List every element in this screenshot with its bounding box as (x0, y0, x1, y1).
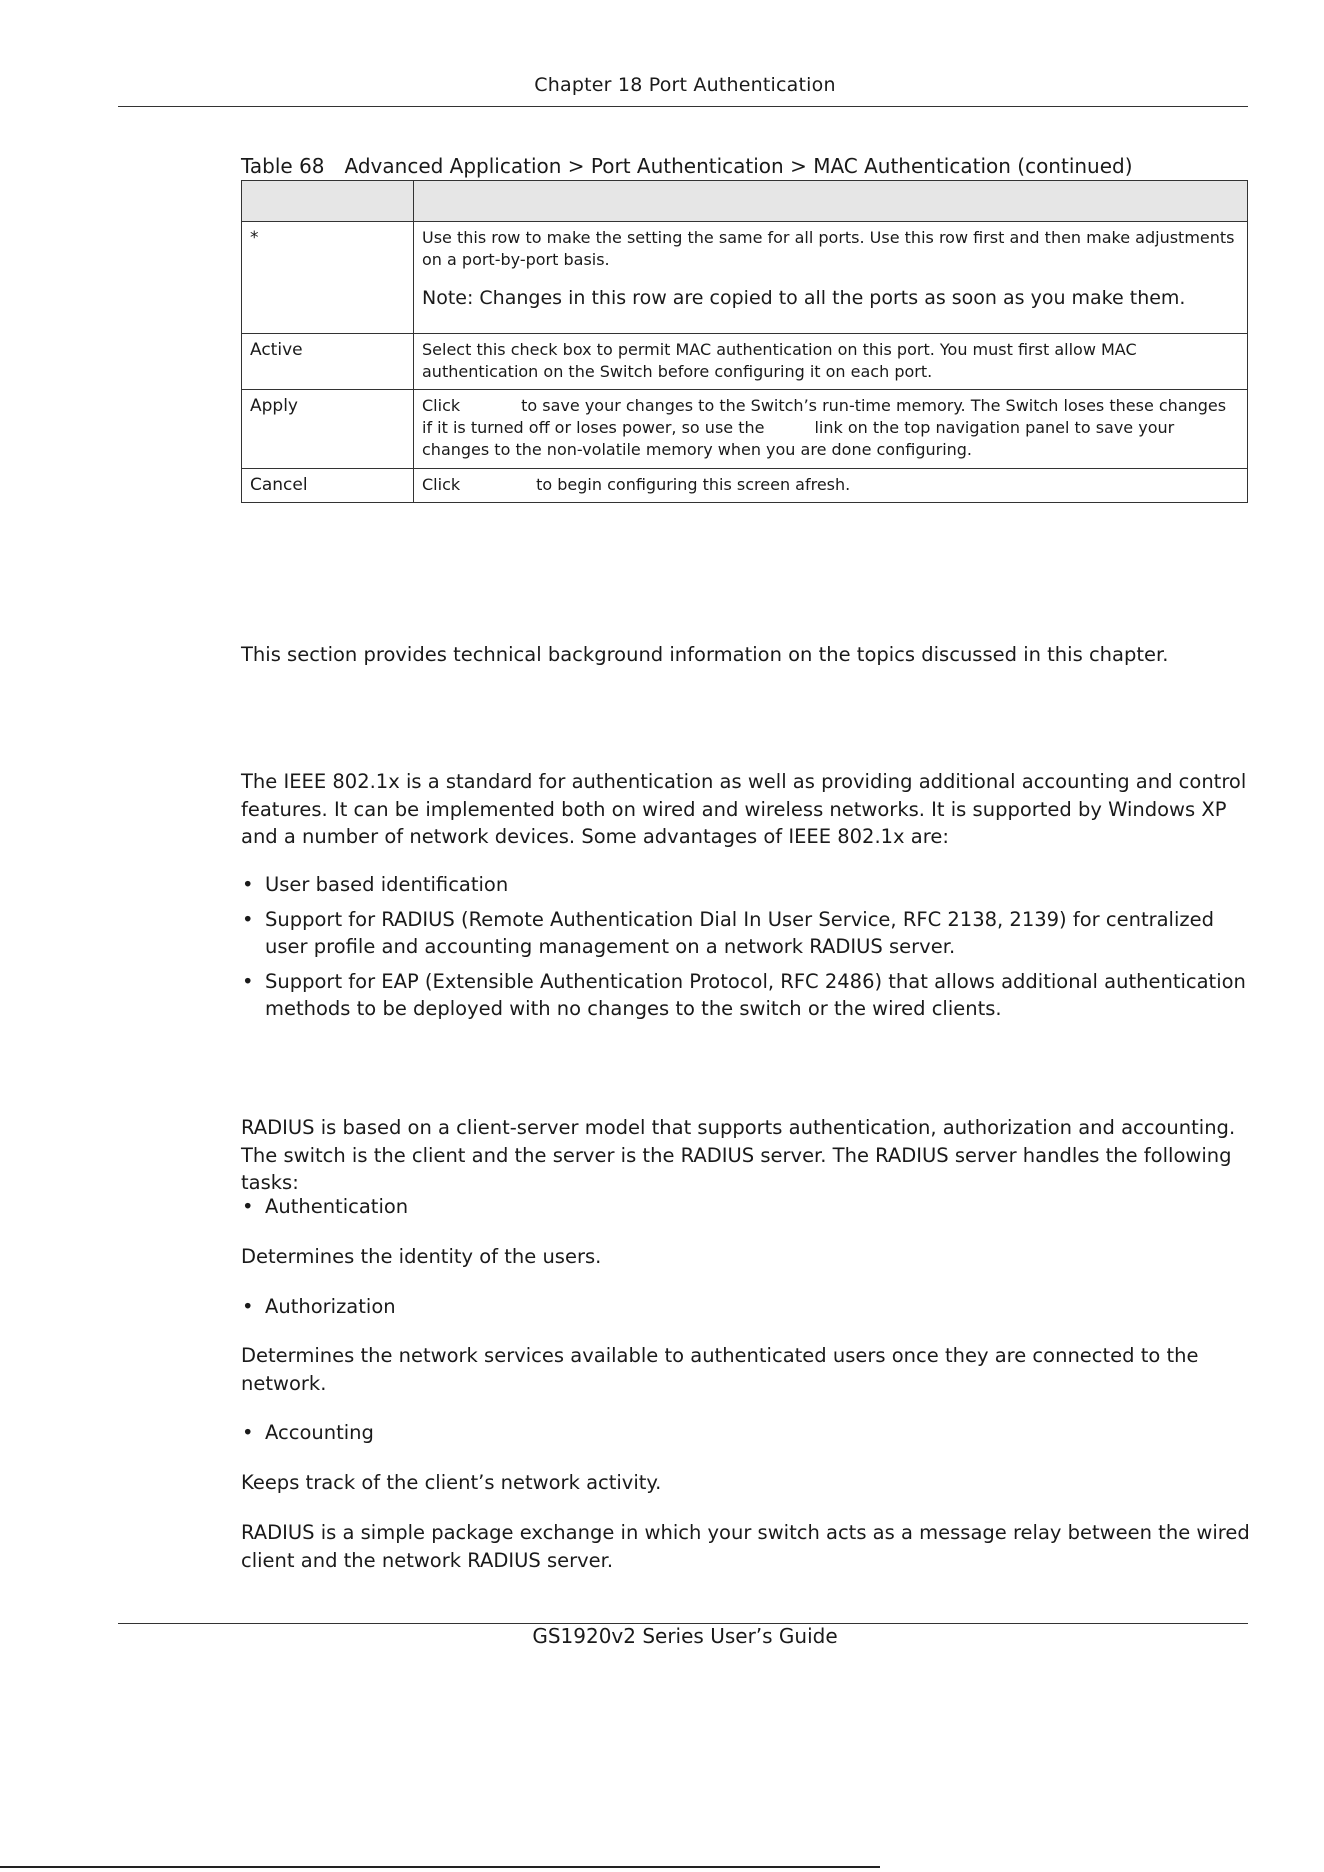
row-label: Apply (242, 390, 414, 469)
row-label: Cancel (242, 469, 414, 503)
row-description-part: Click (422, 396, 461, 415)
table-header-row (242, 181, 1248, 222)
ieee-advantages-list (241, 871, 1251, 1030)
row-label: Active (242, 334, 414, 390)
list-item: • Support for EAP (Extensible Authentication Protocol, RFC 2486) that allows additional authentication methods to be deployed with no changes to the switch or the wired clients. (241, 968, 1251, 1023)
row-description-part: link on the top navigation panel to save your changes to the non-volatile memory when you are done configuring. (422, 418, 1175, 459)
table-row (242, 390, 1248, 469)
task-bullet-authorization (241, 1293, 1251, 1328)
task-description: Keeps track of the client’s network activity. (241, 1471, 662, 1494)
guide-title: GS1920v2 Series User’s Guide (532, 1624, 838, 1648)
row-description (414, 469, 1248, 503)
row-description: Select this check box to permit MAC authentication on this port. You must first allow MAC authentication on the Switch before configuring it on each port. (414, 334, 1248, 390)
list-item: • Authorization (241, 1293, 1251, 1321)
list-item: • Support for RADIUS (Remote Authentication Dial In User Service, RFC 2138, 2139) for centralized user profile and accounting management on a network RADIUS server. (241, 906, 1251, 961)
list-item: • Authentication (241, 1193, 1251, 1221)
task-description: Determines the identity of the users. (241, 1245, 602, 1268)
task-bullet-authentication (241, 1193, 1251, 1228)
chapter-title: Chapter 18 Port Authentication (534, 74, 836, 96)
task-description: Determines the network services available to authenticated users once they are connected to the network. (241, 1344, 1199, 1395)
header-rule (118, 106, 1248, 107)
table-caption-text: Advanced Application > Port Authentication > MAC Authentication (continued) (344, 154, 1133, 178)
row-description-part: to begin configuring this screen afresh. (536, 475, 851, 494)
row-description-text: Use this row to make the setting the same for all ports. Use this row first and then make adjustments on a port-by-port basis. (422, 228, 1235, 269)
row-note: Note: Changes in this row are copied to all the ports as soon as you make them. (422, 287, 1186, 309)
table-caption (241, 154, 1133, 178)
row-description (414, 390, 1248, 469)
row-description-part: Click (422, 475, 461, 494)
table-row (242, 334, 1248, 390)
table-caption-number: Table 68 (241, 154, 325, 178)
list-item: • User based identification (241, 871, 1251, 899)
ieee-paragraph: The IEEE 802.1x is a standard for authentication as well as providing additional accounting and control features. It can be implemented both on wired and wireless networks. It is supported by Windows XP and a number of network devices. Some advantages of IEEE 802.1x are: (241, 770, 1247, 848)
row-description (414, 222, 1248, 334)
task-bullet-accounting (241, 1419, 1251, 1454)
row-description-part: to save your changes to the Switch’s run-time memory. The Switch loses these changes if it is turned off or loses power, so use the (422, 396, 1227, 437)
radius-paragraph: RADIUS is based on a client-server model that supports authentication, authorization and accounting. The switch is the client and the server is the RADIUS server. The RADIUS server handles the following tasks: (241, 1116, 1236, 1194)
mac-authentication-table (241, 180, 1248, 503)
table-row (242, 222, 1248, 334)
page-edge-line (0, 1866, 880, 1868)
table-row (242, 469, 1248, 503)
intro-paragraph: This section provides technical background information on the topics discussed in this chapter. (241, 643, 1169, 666)
radius-closing-paragraph: RADIUS is a simple package exchange in which your switch acts as a message relay between the wired client and the network RADIUS server. (241, 1521, 1250, 1572)
list-item: • Accounting (241, 1419, 1251, 1447)
row-label: * (242, 222, 414, 334)
